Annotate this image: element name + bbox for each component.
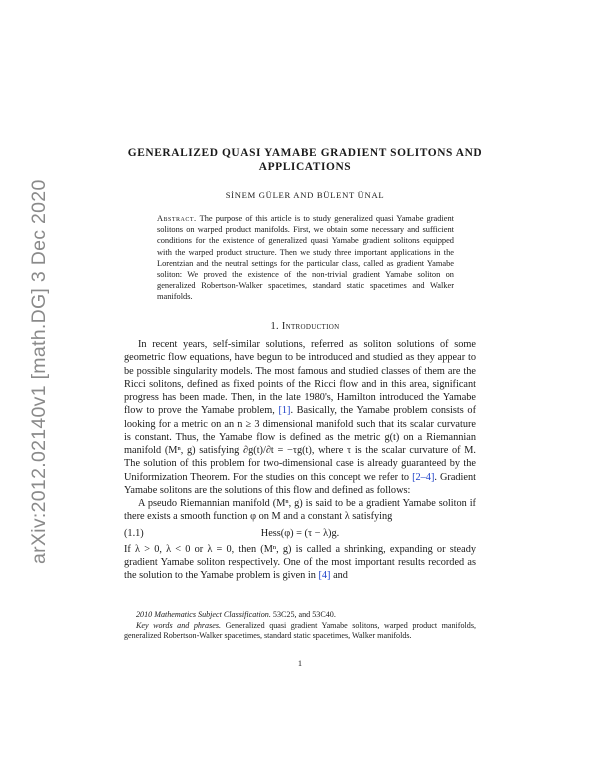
- footnote-value: 53C25, and 53C40.: [270, 610, 336, 619]
- citation-link[interactable]: [4]: [318, 570, 331, 581]
- paragraph: [124, 543, 476, 583]
- equation-number: (1.1): [124, 527, 144, 539]
- text-run: . Gradient Yamabe solitons are the solutions of this flow and defined as follows:: [124, 471, 476, 496]
- text-run: If λ > 0, λ < 0 or λ = 0, then (Mⁿ, g) is called a shrinking, expanding or steady gradient Yamabe soliton respectively. One of the most important results recorded as the solution to the Yamabe problem is given in: [124, 543, 476, 581]
- footnote-label: 2010 Mathematics Subject Classification.: [136, 610, 271, 619]
- arxiv-identifier: arXiv:2012.02140v1 [math.DG] 3 Dec 2020: [28, 179, 50, 564]
- body-text: [124, 338, 476, 582]
- paper-authors: SİNEM GÜLER AND BÜLENT ÜNAL: [225, 190, 385, 200]
- footnotes: [124, 610, 476, 642]
- text-run: . Basically, the Yamabe problem consists of looking for a metric on an n ≥ 3 dimensional manifold such that its scalar curvature is constant. Thus, the Yamabe flow is defined as the metric g(t) on a Riemannian manifold (Mⁿ, g) satisfying ∂g(t)/∂t = −τg(t), where τ is the scalar curvature of M. The solution of this problem for two-dimensional case is already guaranteed by the Uniformization Theorem. For the studies on this concept we refer to: [124, 405, 476, 483]
- paper-title: GENERALIZED QUASI YAMABE GRADIENT SOLITONS AND APPLICATIONS: [127, 147, 483, 173]
- arxiv-stamp: [14, 176, 50, 564]
- paragraph: [124, 338, 476, 497]
- abstract: [157, 213, 454, 303]
- page-number: 1: [297, 659, 303, 668]
- citation-link[interactable]: [2–4]: [412, 471, 435, 483]
- section-number: 1.: [270, 321, 279, 332]
- section-title: Introduction: [281, 321, 340, 332]
- citation-link[interactable]: [1]: [278, 405, 291, 417]
- footnote-msc: [124, 610, 476, 621]
- footnote-value: Generalized quasi gradient Yamabe solitons, warped product manifolds, generalized Robertson-Walker spacetimes, standard static spacetimes, Walker manifolds.: [124, 620, 476, 641]
- paragraph: A pseudo Riemannian manifold (Mⁿ, g) is said to be a gradient Yamabe soliton if there exists a smooth function φ on M and a constant λ satisfying: [124, 498, 476, 523]
- abstract-text: The purpose of this article is to study generalized quasi Yamabe gradient solitons on warped product manifolds. First, we obtain some necessary and sufficient conditions for the existence of generalized quasi Yamabe gradient solitons equipped with the warped product structure. Then we study three important applications in the Lorentzian and the neutral settings for the particular class, called as gradient Yamabe soliton: We proved the existence of the non-trivial gradient Yamabe soliton on generalized Robertson-Walker spacetimes, standard static spacetimes and Walker manifolds.: [157, 214, 454, 302]
- section-heading: [110, 321, 500, 332]
- abstract-label: Abstract.: [157, 214, 197, 223]
- footnote-label: Key words and phrases.: [136, 620, 222, 630]
- equation-expression: Hess(φ) = (τ − λ)g.: [260, 527, 340, 539]
- text-run: In recent years, self-similar solutions, referred as soliton solutions of some geometric flow equations, have begun to be introduced and studied as they appear to be possible singularity models. The most famous and studied classes of them are the Ricci solitons, defined as fixed points of the Ricci flow and in this area, significant progress has been made. Then, in the late 1980's, Hamilton introduced the Yamabe flow to prove the Yamabe problem,: [124, 339, 476, 417]
- footnote-keywords: [124, 621, 476, 642]
- text-run: and: [330, 570, 348, 581]
- equation: [124, 525, 476, 543]
